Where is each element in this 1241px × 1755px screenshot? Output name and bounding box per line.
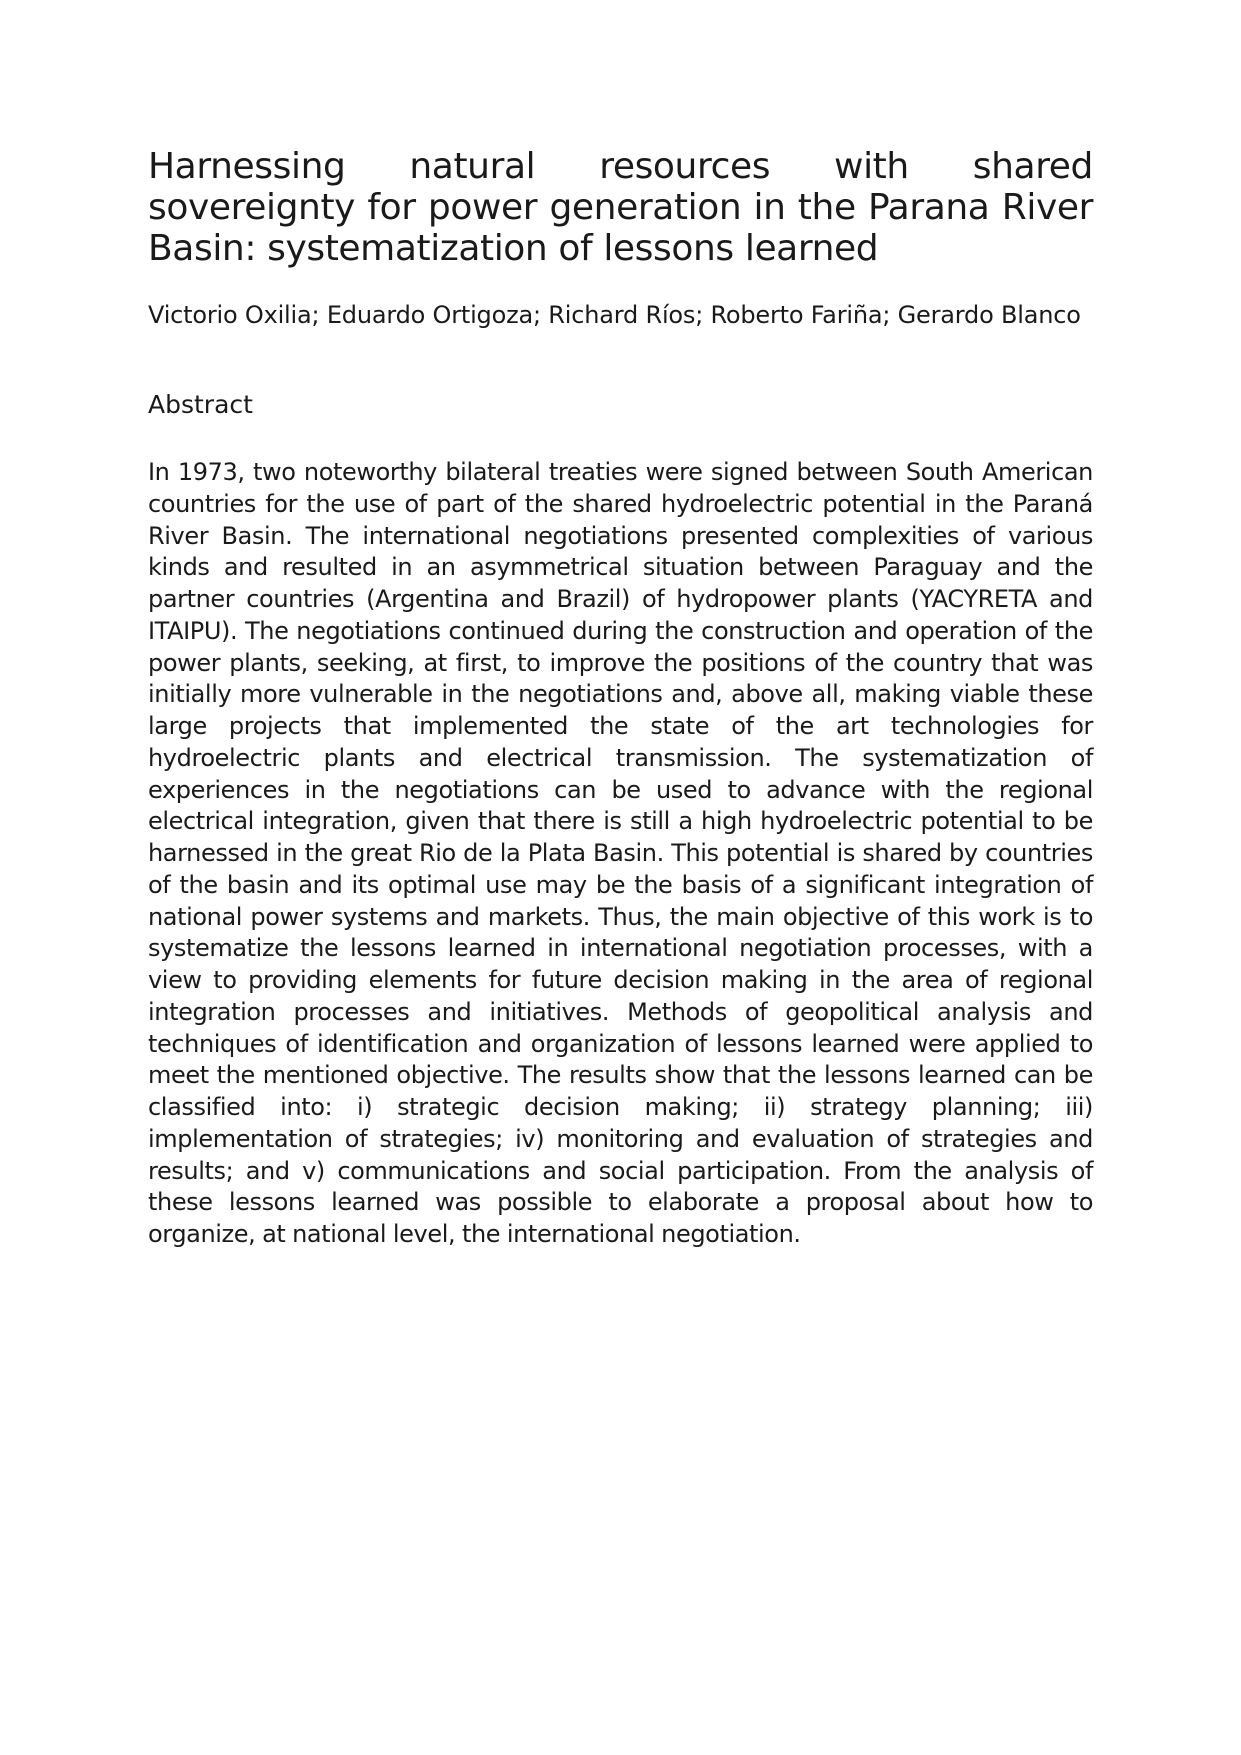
abstract-text: In 1973, two noteworthy bilateral treaties were signed between South American countries for the use of part of the shared hydroelectric potential in the Paraná River Basin. The international negotiations presented complexities of various kinds and resulted in an asymmetrical situation between Paraguay and the partner countries (Argentina and Brazil) of hydropower plants (YACYRETA and ITAIPU). The negotiations continued during the construction and operation of the power plants, seeking, at first, to improve the positions of the country that was initially more vulnerable in the negotiations and, above all, making viable these large projects that implemented the state of the art technologies for hydroelectric plants and electrical transmission. The systematization of experiences in the negotiations can be used to advance with the regional electrical integration, given that there is still a high hydroelectric potential to be harnessed in the great Rio de la Plata Basin. This potential is shared by countries of the basin and its optimal use may be the basis of a significant integration of national power systems and markets. Thus, the main objective of this work is to systematize the lessons learned in international negotiation processes, with a view to providing elements for future decision making in the area of regional integration processes and initiatives. Methods of geopolitical analysis and techniques of identification and organization of lessons learned were applied to meet the mentioned objective. The results show that the lessons learned can be classified into: i) strategic decision making; ii) strategy planning; iii) implementation of strategies; iv) monitoring and evaluation of strategies and results; and v) communications and social participation. From the analysis of these lessons learned was possible to elaborate a proposal about how to organize, at national level, the international negotiation. [148,458,1093,1248]
paper-authors: Victorio Oxilia; Eduardo Ortigoza; Richard Ríos; Roberto Fariña; Gerardo Blanco [148,301,1081,329]
abstract-heading: Abstract [148,390,253,419]
paper-title: Harnessing natural resources with shared sovereignty for power generation in the Parana River Basin: systematization of lessons learned [148,146,1093,269]
paper-page [148,146,1093,1251]
